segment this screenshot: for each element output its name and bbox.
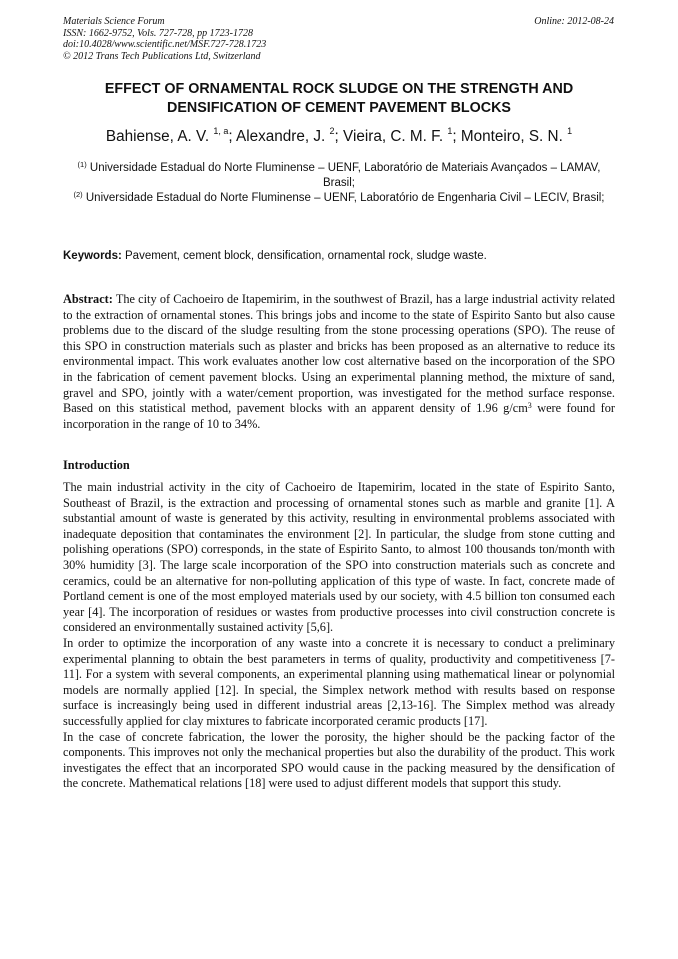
affiliation-text: Universidade Estadual do Norte Fluminense – UENF, Laboratório de Engenharia Civil – LECIV, Brasil; [85, 191, 605, 204]
keywords-label: Keywords: [63, 250, 122, 262]
title-line-2: DENSIFICATION OF CEMENT PAVEMENT BLOCKS [167, 100, 511, 116]
author-affiliation-mark: 1, a [213, 126, 229, 136]
abstract [63, 292, 615, 432]
intro-paragraph-3: In the case of concrete fabrication, the lower the porosity, the higher should be the packing factor of the components. This improves not only the mechanical properties but also the durability of the product. This work investigates the effect that an incorporated SPO would cause in the packing measured by the densification of the concrete. Mathematical relations [18] were used to adjust different models that support this study. [63, 729, 615, 791]
online-date: Online: 2012-08-24 [534, 16, 614, 27]
doi-line: doi:10.4028/www.scientific.net/MSF.727-728.1723 [63, 39, 267, 50]
author-list [63, 127, 615, 147]
author-affiliation-mark: 2 [329, 126, 335, 136]
author-name: Bahiense, A. V. [105, 128, 210, 145]
affiliation-2 [63, 191, 615, 206]
affiliation-mark: (1) [77, 160, 87, 169]
keywords [63, 249, 615, 264]
abstract-text-end: were found for incorporation in the range of 10 to 34%. [63, 401, 615, 431]
abstract-superscript: 3 [527, 401, 532, 411]
introduction-body [63, 480, 615, 792]
abstract-paragraph [63, 292, 615, 432]
issn-line: ISSN: 1662-9752, Vols. 727-728, pp 1723-1728 [63, 27, 253, 39]
introduction-heading: Introduction [63, 458, 130, 472]
keywords-text: Pavement, cement block, densification, ornamental rock, sludge waste. [125, 250, 487, 262]
affiliation-1 [63, 161, 615, 191]
intro-paragraph-2: In order to optimize the incorporation of any waste into a concrete it is necessary to conduct a preliminary experimental planning to obtain the best parameters in terms of quality, productivity and competitiveness [7-11]. For a system with several components, an experimental planning using mathematical linear or polynomial models are normally applied [12]. In special, the Simplex network method with results based on response surface is increasingly being used in different industrial areas [2,13-16]. The Simplex method was already successfully applied for clay mixtures to fabricate incorporated ceramic products [17]. [63, 635, 615, 728]
copyright-line: © 2012 Trans Tech Publications Ltd, Switzerland [63, 50, 261, 62]
author-affiliation-mark: 1 [447, 126, 453, 136]
intro-paragraph-1: The main industrial activity in the city of Cachoeiro de Itapemirim, located in the state of Espirito Santo, Southeast of Brazil, is the extraction and processing of ornamental stones such as marble and granite [1]. A substantial amount of waste is generated by this activity, resulting in environmental problems associated with inadequate deposition that contaminates the environment [2]. In particular, the sludge from stone cutting and polishing operations (SPO) corresponds, in the state of Espirito Santo, to almost 100 thousands ton/month with 30% humidity [3]. The large scale incorporation of the SPO into construction materials such as concrete and ceramics, could be an alternative for non-polluting application of this type of waste. In fact, concrete made of Portland cement is one of the most employed materials used by our society, with 4.5 billion ton consumed each year [4]. The incorporation of residues or wastes from productive processes into civil construction concrete is considered an environmentally sustained activity [5,6]. [63, 480, 615, 635]
affiliations [63, 161, 615, 205]
affiliation-text: Universidade Estadual do Norte Fluminense – UENF, Laboratório de Materiais Avançados – LAMAV, Brasil; [89, 162, 601, 189]
journal-header [63, 16, 266, 62]
affiliation-mark: (2) [73, 189, 83, 199]
paper-title [63, 80, 615, 118]
title-line-1: EFFECT OF ORNAMENTAL ROCK SLUDGE ON THE STRENGTH AND [104, 81, 574, 97]
author-name: ; Alexandre, J. [228, 128, 326, 145]
author-name: ; Monteiro, S. N. [452, 128, 563, 145]
author-affiliation-mark: 1 [567, 126, 573, 136]
journal-name: Materials Science Forum [63, 16, 165, 27]
abstract-label: Abstract: [63, 292, 113, 306]
abstract-text: The city of Cachoeiro de Itapemirim, in the southwest of Brazil, has a large industrial activity related to the extraction of ornamental stones. This brings jobs and income to the state of Espirito Santo but also cause problems due to the discard of the sludge resulting from the stone processing operations (SPO). The reuse of this SPO in construction materials such as plaster and bricks has been proposed as an alternative to reduce its environmental impact. This work evaluates another low cost alternative based on the incorporation of the SPO in the fabrication of cement pavement blocks. Using an experimental planning method, the mixture of sand, gravel and SPO, jointly with a water/cement proportion, was investigated for the method surface response. Based on this statistical method, pavement blocks with an apparent density of 1.96 g/cm [63, 292, 615, 416]
author-name: ; Vieira, C. M. F. [334, 128, 444, 145]
